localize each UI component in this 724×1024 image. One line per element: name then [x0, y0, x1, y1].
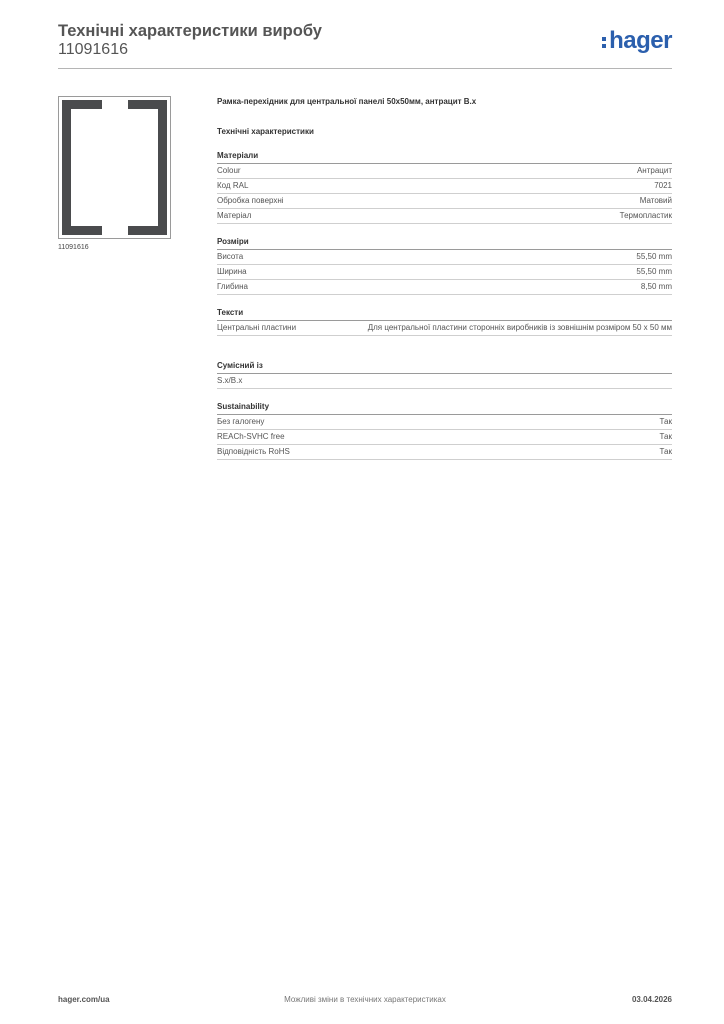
- hager-logo: [602, 28, 672, 54]
- spec-label: Центральні пластини: [217, 323, 297, 332]
- section-title: Sustainability: [217, 401, 672, 415]
- spec-content: [217, 96, 672, 460]
- spec-value: Так: [659, 432, 672, 441]
- spec-row: [217, 374, 672, 389]
- section-compatible: [217, 360, 672, 389]
- spec-row: [217, 250, 672, 265]
- logo-colon-icon: [602, 35, 607, 49]
- spec-label: Без галогену: [217, 417, 265, 426]
- product-code: 11091616: [58, 41, 128, 58]
- footer-notice: Можливі зміни в технічних характеристиках: [284, 995, 446, 1004]
- page-title: Технічні характеристики виробу: [58, 22, 322, 40]
- spec-value: Так: [659, 447, 672, 456]
- spec-value: 55,50 mm: [636, 252, 672, 261]
- section-title: Тексти: [217, 307, 672, 321]
- spec-label: Обробка поверхні: [217, 196, 284, 205]
- spec-row: [217, 164, 672, 179]
- spec-label: Відповідність RoHS: [217, 447, 290, 456]
- product-image: [58, 96, 171, 239]
- section-title: Матеріали: [217, 150, 672, 164]
- spec-label: Глибина: [217, 282, 248, 291]
- spec-value: 8,50 mm: [640, 282, 672, 291]
- section-title: Сумісний із: [217, 360, 672, 374]
- spec-row: [217, 445, 672, 460]
- section-dimensions: [217, 236, 672, 295]
- spec-row: [217, 321, 672, 336]
- spec-label: Ширина: [217, 267, 247, 276]
- section-texts: [217, 307, 672, 336]
- section-materials: [217, 150, 672, 224]
- spec-value: 55,50 mm: [636, 267, 672, 276]
- spec-value: Матовий: [639, 196, 672, 205]
- logo-text: hager: [609, 27, 672, 54]
- adapter-frame-icon: [62, 100, 167, 235]
- spec-value: 7021: [654, 181, 672, 190]
- product-title: Рамка-перехідник для центральної панелі 50x50мм, антрацит B.x: [217, 97, 477, 106]
- spec-label: REACh-SVHC free: [217, 432, 285, 441]
- spec-row: [217, 179, 672, 194]
- spec-row: [217, 415, 672, 430]
- spec-label: Код RAL: [217, 181, 249, 190]
- spec-value: Термопластик: [619, 211, 672, 220]
- header-divider: [58, 68, 672, 69]
- section-sustainability: [217, 401, 672, 460]
- spec-label: Матеріал: [217, 211, 252, 220]
- section-title: Розміри: [217, 236, 672, 250]
- spec-label: S.x/B.x: [217, 376, 243, 385]
- spec-row: [217, 280, 672, 295]
- spec-row: [217, 430, 672, 445]
- footer-date: 03.04.2026: [631, 995, 672, 1004]
- image-caption: 11091616: [58, 244, 89, 251]
- spec-row: [217, 265, 672, 280]
- tech-specs-heading: Технічні характеристики: [217, 127, 314, 136]
- spec-row: [217, 194, 672, 209]
- spec-label: Висота: [217, 252, 244, 261]
- spec-label: Colour: [217, 166, 241, 175]
- spec-value: Для центральної пластини сторонніх виробників із зовнішнім розміром 50 x 50 мм: [367, 323, 672, 332]
- spec-row: [217, 209, 672, 224]
- page-header: [58, 22, 672, 68]
- spec-value: Антрацит: [636, 166, 672, 175]
- footer-website-link[interactable]: hager.com/ua: [58, 995, 110, 1004]
- spec-value: Так: [659, 417, 672, 426]
